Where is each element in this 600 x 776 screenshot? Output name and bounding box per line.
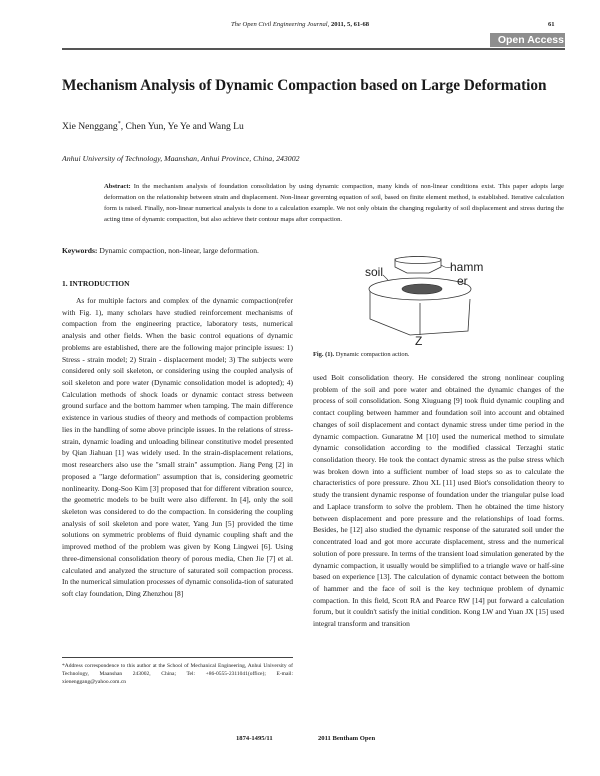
figure-label-hammer-2: er [457, 274, 468, 288]
section-heading: 1. INTRODUCTION [62, 279, 130, 288]
header-rule [62, 48, 565, 50]
figure-caption-label: Fig. (1). [313, 351, 335, 358]
author-first: Xie Nenggang [62, 121, 118, 133]
author-list [62, 121, 244, 132]
footer-issn: 1874-1495/11 [236, 735, 273, 742]
open-access-badge: Open Access [490, 33, 565, 47]
figure-label-z: Z [415, 334, 423, 345]
correspondence-mark: * [117, 121, 121, 127]
figure-label-hammer-1: hamm [450, 260, 484, 274]
hammer-shape [395, 257, 451, 274]
author-rest: , Chen Yun, Ye Ye and Wang Lu [120, 121, 244, 133]
abstract-label: Abstract: [104, 183, 131, 190]
correspondence-footnote: *Address correspondence to this author at the School of Mechanical Engineering, Anhui University of Technology, Maanshan 243002, China; Tel: +86-0555-2311041(office); E-mail: xienenggang@yahoo.com.cn [62, 663, 293, 686]
footer-publisher: 2011 Bentham Open [318, 735, 376, 742]
journal-name: The Open Civil Engineering Journal, [230, 21, 330, 28]
body-left-column: As for multiple factors and complex of the dynamic compaction(refer with Fig. 1), many scholars have studied reinforcement mechanisms of compaction from the engineering practice, laboratory tests, numerical analysis and other fields. When the basic control equations of dynamic problems are established, there are the following major principle issues: 1) Stress - strain model; 2) Strain - displacement model; 3) The subjects were considered only soil skeleton, or considering using the coupled analysis of soil skeleton and pore water (Dynamic consolidation model is adopted); 4) Calculation methods of shock loads or dynamic contact stress between ground surface and the bottom hammer when tamping. The main difference existence in various studies of theory and methods of compaction problems lies in the handling of some above principle issues. In the relations of stress-strain, dynamic loading and unloading bilinear constitutive model presented by Qian Jiahuan [1] was widely used. In the strain-displacement relations, most researchers also use the "small strain" assumption. Jiang Peng [2] in proposed a "large deformation" assumption that is, considering geometric nonlinearity. Dong-Soo Kim [3] proposed that for different vibration source, the geometric models to be built were also different. In [4], only the soil skeleton was considered to do the compaction. In considering the coupling analysis of soil skeleton and pore water, Yang Jun [5] provided the time solutions on symmetric problems of fluid dynamic coupling shaft and the improved method of the problem was given by Kong Lingwei [6]. Using three-dimensional consolidation theory of porous media, Chen Jie [7] et al. calculated and analyzed the structure of saturated soil compaction process. In the numerical simulation processes of dynamic consolida-tion of saturated soft clay foundation, Ding Zhenzhou [8] [62, 296, 293, 598]
figure-caption [313, 351, 409, 358]
paper-title: Mechanism Analysis of Dynamic Compaction based on Large Deformation [62, 77, 547, 94]
figure-label-soil: soil [365, 265, 384, 279]
running-head [0, 21, 600, 28]
abstract [104, 181, 564, 225]
abstract-text: In the mechanism analysis of foundation consolidation by using dynamic compaction, many kinds of non-linear conditions exist. This paper adopts large deformation on the relationship between strain and displacement. Non-linear governing equation of soil, based on finite element method, is established. Iterative calculation form is raised. Finally, non-linear numerical analysis is done to a calculation example. We not only obtain the changing regularity of soil displacement and stress during the acting time of dynamic compaction, but also achieve their contour maps after compaction. [104, 183, 564, 223]
keywords-label: Keywords: [62, 246, 98, 255]
affiliation: Anhui University of Technology, Maanshan, Anhui Province, China, 243002 [62, 154, 300, 163]
keywords [62, 246, 259, 255]
volume-info: 2011, 5, 61-68 [330, 21, 370, 28]
footnote-rule [62, 657, 293, 658]
figure-dynamic-compaction [355, 255, 525, 345]
soil-cylinder [369, 275, 471, 335]
page-number: 61 [548, 21, 555, 28]
keywords-text: Dynamic compaction, non-linear, large deformation. [97, 246, 259, 255]
body-right-column: used Boit consolidation theory. He considered the strong nonlinear coupling problem of the soil and pore water and obtained the dynamic changes of the process of soil consolidation. Song Xiuguang [9] took fluid dynamic coupling and contact coupling between hammer and foundation soil into account and obtained changes of soil displacement and contact dynamic stress under time period in the dynamic compaction. Gunaratne M [10] used the numerical method to simulate dynamic consolidation according to the modified classical Terzaghi static consolidation theory. He took the contact dynamic stress as the pulse stress which was broken down into a sufficient number of load steps so as to calculate the characteristics of pore pressure. Zhou XL [11] used Biot's consolidation theory to study the transient dynamic response of foundation under the triangular pulse load and Laplace transform to solve the problem. Then he obtained the time history between displacement and pore pressure and the relationships of load forms. Besides, he [12] also studied the dynamic response of the saturated soil under the concentrated load and got more accurate displacement, stress and the numerical solution of pore pressure. In terms of the transient load simulation generated by the dynamic compaction, it usually would be simplified to a triangle wave or half-sine based on experience [13]. The calculation of dynamic contact between the bottom of hammer and the face of soil is the key technique problem of dynamic compaction. In this field, Scott RA and Pearce RW [14] put forward a calculation forum, but it couldn't satisfy the initial condition. Kong LW and Yuan JX [15] used integral transform and transition [313, 373, 564, 629]
figure-caption-text: Dynamic compaction action. [334, 351, 410, 358]
